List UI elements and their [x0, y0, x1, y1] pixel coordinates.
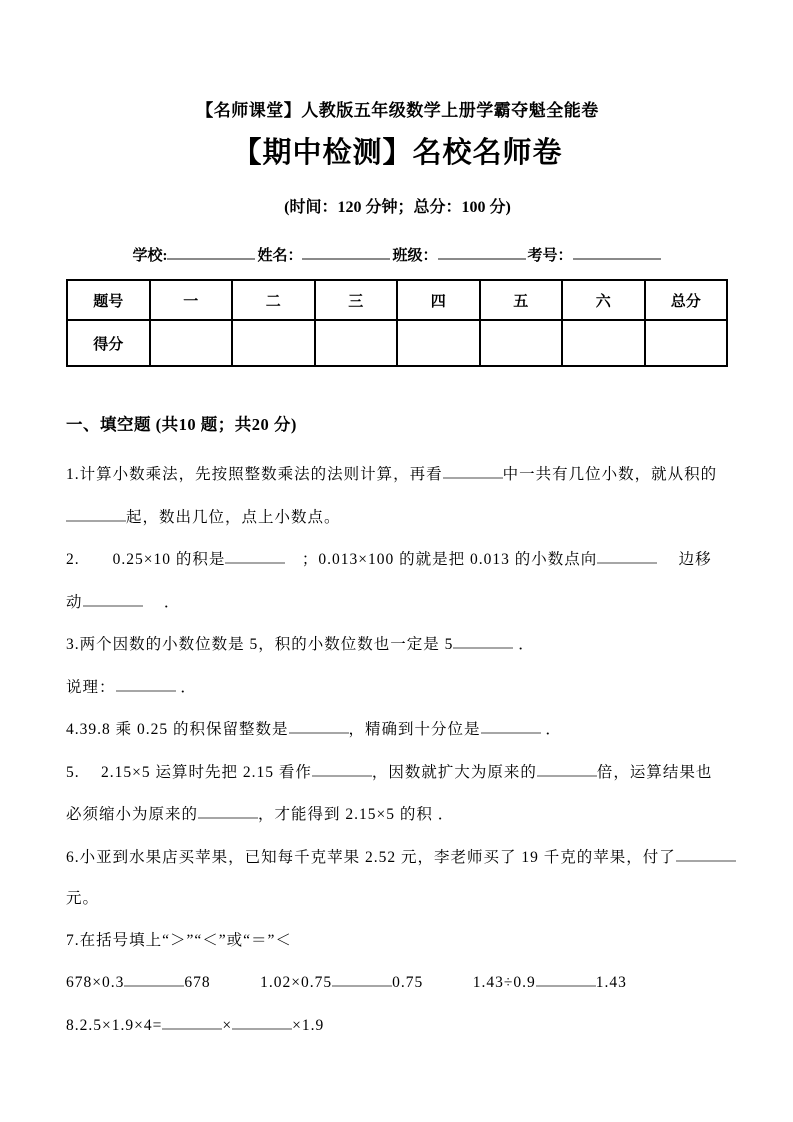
score-table-cell-section-4: 四 — [397, 280, 480, 320]
fill-in-blank — [312, 762, 372, 777]
section-1-heading: 一、填空题 (共10 题；共20 分) — [66, 415, 297, 434]
score-cell-5 — [480, 320, 563, 366]
question-2-line-2: 动 ． — [66, 593, 181, 611]
score-table — [66, 279, 728, 367]
fill-in-blank — [289, 719, 349, 734]
question-8-line-1: 8.2.5×1.9×4= × ×1.9 — [66, 1016, 325, 1034]
score-cell-2 — [232, 320, 315, 366]
score-table-cell-question-no: 题号 — [67, 280, 150, 320]
question-7-line-1: 7.在括号填上“＞”“＜”或“＝”＜ — [66, 931, 292, 949]
fill-in-blank — [232, 1015, 292, 1030]
name-blank — [302, 244, 390, 260]
series-kicker: 【名师课堂】人教版五年级数学上册学霸夺魁全能卷 — [196, 101, 599, 120]
question-6-line-2: 元。 — [66, 890, 100, 907]
exam-no-label: 考号： — [527, 248, 573, 264]
fill-in-blank — [537, 762, 597, 777]
question-list — [66, 464, 729, 1036]
fill-in-blank — [116, 677, 176, 692]
question-7-line-2: 678×0.3 678 1.02×0.75 0.75 1.43÷0.9 1.43 — [66, 974, 627, 991]
exam-no-blank — [573, 244, 661, 260]
score-table-cell-section-2: 二 — [232, 280, 315, 320]
fill-in-blank — [162, 1015, 222, 1030]
school-label: 学校: — [132, 248, 168, 264]
score-cell-3 — [315, 320, 398, 366]
score-cell-1 — [150, 320, 233, 366]
fill-in-blank — [597, 549, 657, 564]
class-blank — [438, 244, 526, 260]
question-6-line-1: 6.小亚到水果店买苹果，已知每千克苹果 2.52 元，李老师买了 19 千克的苹果，付了 — [66, 847, 729, 868]
question-3-line-2: 说理： ． — [66, 678, 197, 696]
fill-in-blank — [332, 972, 392, 987]
fill-in-blank — [676, 847, 736, 862]
question-4-line-1: 4.39.8 乘 0.25 的积保留整数是 ，精确到十分位是 ． — [66, 721, 562, 738]
score-cell-6 — [562, 320, 645, 366]
score-cell-4 — [397, 320, 480, 366]
name-label: 姓名： — [257, 248, 303, 264]
fill-in-blank — [124, 972, 184, 987]
fill-in-blank — [443, 464, 503, 479]
student-info-line — [66, 244, 729, 266]
score-table-cell-section-5: 五 — [480, 280, 563, 320]
fill-in-blank — [83, 592, 143, 607]
time-score-line: (时间：120 分钟；总分：100 分) — [284, 199, 511, 216]
score-table-cell-section-6: 六 — [562, 280, 645, 320]
question-1-line-2: 起，数出几位，点上小数点。 — [66, 507, 729, 528]
question-5-line-1: 5. 2.15×5 运算时先把 2.15 看作 ，因数就扩大为原来的 倍，运算结果也 — [66, 763, 713, 781]
question-5-line-2: 必须缩小为原来的 ，才能得到 2.15×5 的积 ． — [66, 806, 455, 823]
fill-in-blank — [536, 972, 596, 987]
fill-in-blank — [225, 549, 285, 564]
score-table-cell-total: 总分 — [645, 280, 728, 320]
score-cell-total — [645, 320, 728, 366]
score-row-label: 得分 — [67, 320, 150, 366]
score-table-score-row — [67, 320, 727, 366]
fill-in-blank — [481, 719, 541, 734]
question-2-line-1: 2. 0.25×10 的积是 ；0.013×100 的就是把 0.013 的小数点向 边移 — [66, 551, 712, 568]
class-label: 班级： — [392, 248, 438, 264]
school-blank — [167, 244, 255, 260]
fill-in-blank — [198, 804, 258, 819]
fill-in-blank — [453, 634, 513, 649]
fill-in-blank — [66, 507, 126, 522]
question-1-line-1: 1.计算小数乘法，先按照整数乘法的法则计算，再看 中一共有几位小数，就从积的 — [66, 466, 718, 483]
score-table-cell-section-1: 一 — [150, 280, 233, 320]
question-3-line-1: 3.两个因数的小数位数是 5，积的小数位数也一定是 5 ． — [66, 636, 535, 653]
score-table-cell-section-3: 三 — [315, 280, 398, 320]
page-title: 【期中检测】名校名师卷 — [232, 137, 563, 169]
score-table-header-row — [67, 280, 727, 320]
